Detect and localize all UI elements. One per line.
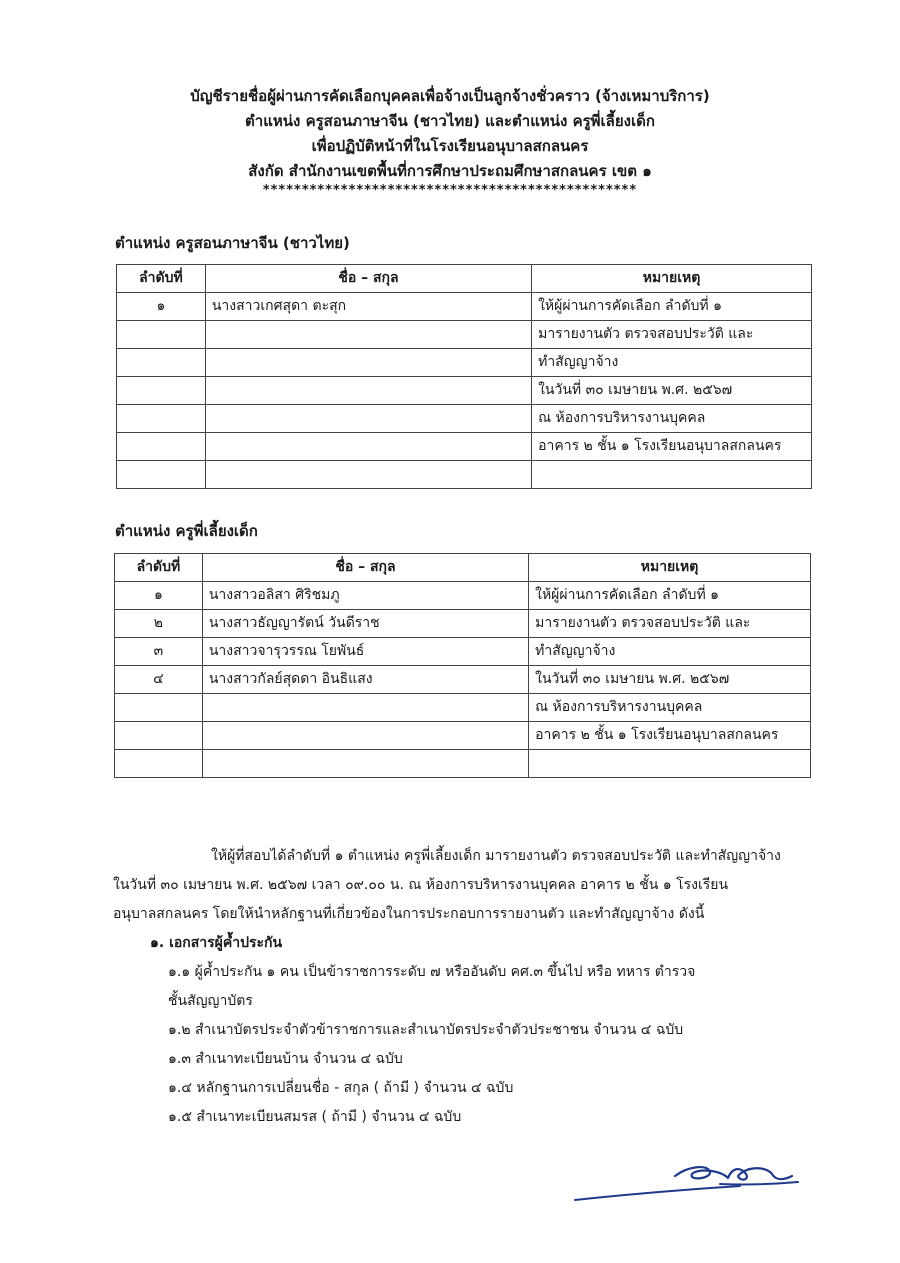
table-row	[115, 582, 811, 610]
cell-note: มารายงานตัว ตรวจสอบประวัติ และ	[532, 321, 812, 349]
paragraph-line: ในวันที่ ๓๐ เมษายน พ.ศ. ๒๕๖๗ เวลา ๐๙.๐๐ น. ณ ห้องการบริหารงานบุคคล อาคาร ๒ ชั้น ๑ โรงเรียน	[113, 877, 729, 893]
table-header-row	[117, 265, 812, 293]
cell-name	[205, 321, 531, 349]
table-row	[117, 377, 812, 405]
table-row	[117, 433, 812, 461]
cell-name: นางสาวธัญญารัตน์ วันดีราช	[202, 610, 528, 638]
cell-no: ๑	[115, 582, 203, 610]
table-row	[115, 722, 811, 750]
table-row	[115, 750, 811, 778]
cell-name	[205, 405, 531, 433]
list-item: ๑.๕ สำเนาทะเบียนสมรส ( ถ้ามี ) จำนวน ๔ ฉบับ	[168, 1109, 462, 1125]
cell-note: มารายงานตัว ตรวจสอบประวัติ และ	[529, 610, 811, 638]
cell-name: นางสาวเกศสุดา ตะสุก	[205, 293, 531, 321]
cell-no	[115, 722, 203, 750]
list-item: ๑.๓ สำเนาทะเบียนบ้าน จำนวน ๔ ฉบับ	[168, 1051, 403, 1067]
list-item: ๑.๔ หลักฐานการเปลี่ยนชื่อ - สกุล ( ถ้ามี ) จำนวน ๔ ฉบับ	[168, 1080, 514, 1096]
cell-note: ให้ผู้ผ่านการคัดเลือก ลำดับที่ ๑	[529, 582, 811, 610]
col-header-no: ลำดับที่	[115, 554, 203, 582]
cell-name	[205, 377, 531, 405]
cell-no: ๓	[115, 638, 203, 666]
cell-no	[115, 750, 203, 778]
cell-no	[117, 433, 206, 461]
cell-note: อาคาร ๒ ชั้น ๑ โรงเรียนอนุบาลสกลนคร	[532, 433, 812, 461]
cell-note	[529, 750, 811, 778]
col-header-name: ชื่อ – สกุล	[202, 554, 528, 582]
list-item-continuation: ชั้นสัญญาบัตร	[168, 993, 253, 1009]
cell-name	[202, 750, 528, 778]
section1-title: ตำแหน่ง ครูสอนภาษาจีน (ชาวไทย)	[115, 234, 350, 252]
table-row	[117, 349, 812, 377]
col-header-note: หมายเหตุ	[532, 265, 812, 293]
cell-no: ๑	[117, 293, 206, 321]
list-item: ๑.๒ สำเนาบัตรประจำตัวข้าราชการและสำเนาบัตรประจำตัวประชาชน จำนวน ๔ ฉบับ	[168, 1022, 684, 1038]
cell-name	[205, 349, 531, 377]
cell-no: ๒	[115, 610, 203, 638]
cell-note: อาคาร ๒ ชั้น ๑ โรงเรียนอนุบาลสกลนคร	[529, 722, 811, 750]
star-divider: ************************************************	[262, 183, 638, 198]
table-row	[117, 321, 812, 349]
cell-note: ให้ผู้ผ่านการคัดเลือก ลำดับที่ ๑	[532, 293, 812, 321]
cell-note: ทำสัญญาจ้าง	[532, 349, 812, 377]
handwritten-signature-icon	[570, 1148, 810, 1208]
cell-no	[117, 377, 206, 405]
header-line-2: ตำแหน่ง ครูสอนภาษาจีน (ชาวไทย) และตำแหน่ง ครูพี่เลี้ยงเด็ก	[245, 112, 655, 130]
cell-note	[532, 461, 812, 489]
header-line-3: เพื่อปฏิบัติหน้าที่ในโรงเรียนอนุบาลสกลนคร	[311, 137, 589, 155]
header-line-4: สังกัด สำนักงานเขตพื้นที่การศึกษาประถมศึกษาสกลนคร เขต ๑	[248, 162, 652, 180]
cell-note: ณ ห้องการบริหารงานบุคคล	[529, 694, 811, 722]
table-header-row	[115, 554, 811, 582]
col-header-note: หมายเหตุ	[529, 554, 811, 582]
table-row	[117, 293, 812, 321]
cell-name: นางสาวจารุวรรณ โยพันธ์	[202, 638, 528, 666]
cell-no	[117, 321, 206, 349]
paragraph-line: ให้ผู้ที่สอบได้ลำดับที่ ๑ ตำแหน่ง ครูพี่เลี้ยงเด็ก มารายงานตัว ตรวจสอบประวัติ และทำสัญญาจ้าง	[211, 848, 781, 864]
cell-note: ณ ห้องการบริหารงานบุคคล	[532, 405, 812, 433]
list-heading: ๑. เอกสารผู้ค้ำประกัน	[150, 935, 283, 951]
document-list	[150, 929, 840, 1132]
table-row	[115, 638, 811, 666]
cell-name	[202, 694, 528, 722]
cell-note: ในวันที่ ๓๐ เมษายน พ.ศ. ๒๕๖๗	[532, 377, 812, 405]
instruction-paragraph	[113, 842, 833, 929]
cell-note: ในวันที่ ๓๐ เมษายน พ.ศ. ๒๕๖๗	[529, 666, 811, 694]
cell-no	[117, 461, 206, 489]
cell-no	[117, 405, 206, 433]
header-line-1: บัญชีรายชื่อผู้ผ่านการคัดเลือกบุคคลเพื่อจ้างเป็นลูกจ้างชั่วคราว (จ้างเหมาบริการ)	[190, 87, 710, 105]
cell-name	[202, 722, 528, 750]
section2-title: ตำแหน่ง ครูพี่เลี้ยงเด็ก	[115, 522, 258, 540]
cell-no: ๔	[115, 666, 203, 694]
cell-name	[205, 461, 531, 489]
cell-name: นางสาวอลิสา ศิริชมภู	[202, 582, 528, 610]
table-row	[117, 405, 812, 433]
table-row	[115, 694, 811, 722]
paragraph-line: อนุบาลสกลนคร โดยให้นำหลักฐานที่เกี่ยวข้องในการประกอบการรายงานตัว และทำสัญญาจ้าง ดังนี้	[113, 906, 705, 922]
cell-no	[117, 349, 206, 377]
list-item: ๑.๑ ผู้ค้ำประกัน ๑ คน เป็นข้าราชการระดับ ๗ หรืออันดับ คศ.๓ ขึ้นไป หรือ ทหาร ตำรวจ	[168, 964, 696, 980]
section1-table	[116, 264, 812, 489]
col-header-name: ชื่อ – สกุล	[205, 265, 531, 293]
table-row	[115, 666, 811, 694]
col-header-no: ลำดับที่	[117, 265, 206, 293]
cell-name: นางสาวกัลย์สุดดา อินธิแสง	[202, 666, 528, 694]
cell-no	[115, 694, 203, 722]
cell-note: ทำสัญญาจ้าง	[529, 638, 811, 666]
document-header	[0, 84, 900, 198]
table-row	[117, 461, 812, 489]
cell-name	[205, 433, 531, 461]
section2-table	[114, 553, 811, 778]
table-row	[115, 610, 811, 638]
